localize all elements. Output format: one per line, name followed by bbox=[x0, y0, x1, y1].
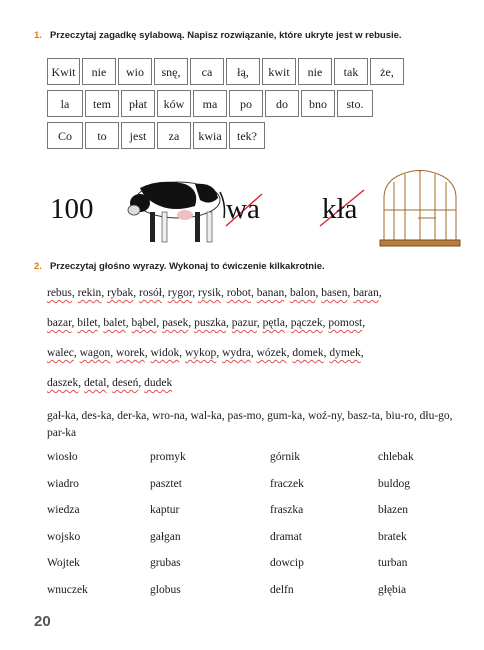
grid-word: chlebak bbox=[378, 451, 414, 463]
grid-word: gałgan bbox=[150, 530, 181, 543]
page-number: 20 bbox=[34, 613, 51, 630]
syllable-cell: za bbox=[157, 122, 191, 149]
grid-word: promyk bbox=[150, 451, 186, 463]
word: rekin bbox=[77, 287, 102, 299]
word: walec bbox=[47, 347, 74, 359]
rebus-row-3 bbox=[47, 122, 267, 149]
syllable-cell: kwit bbox=[262, 58, 296, 85]
syllable-text: gał-ka, des-ka, der-ka, wro-na, wal-ka, pas-mo, gum-ka, woź-ny, basz-ta, biu-ro, dłu-go, par-ka bbox=[47, 410, 453, 439]
word: banan bbox=[256, 287, 285, 299]
syllable-cell: snę, bbox=[154, 58, 188, 85]
grid-word: wiosło bbox=[47, 451, 78, 463]
grid-word: fraszka bbox=[270, 504, 304, 517]
syllable-cell: la bbox=[47, 90, 83, 117]
cow-icon bbox=[128, 182, 225, 242]
word: wózek bbox=[256, 347, 287, 359]
syllable-cell: to bbox=[85, 122, 119, 149]
grid-word: kaptur bbox=[150, 504, 180, 517]
grid-word: globus bbox=[150, 583, 181, 596]
task-1-text: Przeczytaj zagadkę sylabową. Napisz rozwiązanie, które ukryte jest w rebusie. bbox=[49, 30, 402, 41]
word: bilet bbox=[77, 317, 98, 329]
word-grid bbox=[47, 451, 467, 611]
syllable-cell: tek? bbox=[229, 122, 265, 149]
syllable-cell: Co bbox=[47, 122, 83, 149]
grid-word: wojsko bbox=[47, 530, 81, 543]
task-1-instruction bbox=[34, 30, 402, 41]
word: dymek bbox=[329, 347, 361, 359]
word: wykop bbox=[185, 347, 217, 359]
birdcage-icon bbox=[380, 170, 460, 246]
word: rebus bbox=[47, 287, 72, 299]
syllable-cell: tak bbox=[334, 58, 368, 85]
word: worek bbox=[116, 347, 145, 359]
syllable-cell: płat bbox=[121, 90, 155, 117]
word: wydra bbox=[222, 347, 251, 359]
word: daszek bbox=[47, 377, 79, 389]
syllable-cell: że, bbox=[370, 58, 404, 85]
word: baran bbox=[353, 287, 379, 299]
grid-word: turban bbox=[378, 557, 408, 570]
syllable-cell: ma bbox=[193, 90, 227, 117]
syllable-cell: Kwit bbox=[47, 58, 80, 85]
syllable-cell: po bbox=[229, 90, 263, 117]
task-2-instruction bbox=[34, 261, 325, 272]
word: robot bbox=[226, 287, 251, 299]
word-line-2: bazar, bilet, balet, bąbel, pasek, puszka, pazur, pętla, pączek, pomost, bbox=[47, 317, 366, 329]
syllable-cell: kwia bbox=[193, 122, 227, 149]
word: puszka bbox=[194, 317, 227, 329]
rebus-row-2 bbox=[47, 90, 375, 117]
word: pomost bbox=[328, 317, 363, 329]
word: bąbel bbox=[131, 317, 157, 329]
grid-word: dowcip bbox=[270, 557, 304, 570]
word-line-4: daszek, detal, deseń, dudek bbox=[47, 377, 173, 389]
grid-word: wiadro bbox=[47, 477, 79, 490]
syllable-cell: nie bbox=[82, 58, 116, 85]
syllable-cell: sto. bbox=[337, 90, 373, 117]
word-line-1: rebus, rekin, rybak, rosół, rygor, rysik, robot, banan, balon, basen, baran, bbox=[47, 287, 382, 299]
task-2-text: Przeczytaj głośno wyrazy. Wykonaj to ćwiczenie kilkakrotnie. bbox=[49, 261, 325, 272]
word: balon bbox=[289, 287, 316, 299]
syllable-cell: łą, bbox=[226, 58, 260, 85]
grid-word: pasztet bbox=[150, 477, 182, 490]
syllable-cell: do bbox=[265, 90, 299, 117]
word: pazur bbox=[231, 317, 257, 329]
syllable-cell: wio bbox=[118, 58, 152, 85]
syllable-cell: tem bbox=[85, 90, 119, 117]
grid-word: błazen bbox=[378, 504, 409, 517]
word: widok bbox=[150, 347, 180, 359]
word: domek bbox=[292, 347, 324, 359]
syllable-cell: bno bbox=[301, 90, 335, 117]
syllable-cell: jest bbox=[121, 122, 155, 149]
rebus-word-1: wa bbox=[226, 193, 260, 225]
grid-word: bratek bbox=[378, 530, 407, 543]
task-1-number: 1. bbox=[34, 30, 42, 41]
word-line-3: walec, wagon, worek, widok, wykop, wydra, wózek, domek, dymek, bbox=[47, 347, 364, 359]
word: dudek bbox=[144, 377, 173, 389]
grid-word: wiedza bbox=[47, 504, 80, 517]
word: bazar bbox=[47, 317, 72, 329]
grid-word: grubas bbox=[150, 557, 181, 570]
word: detal bbox=[84, 377, 107, 389]
word: deseń bbox=[112, 377, 139, 389]
word: basen bbox=[321, 287, 348, 299]
grid-word: buldog bbox=[378, 477, 410, 490]
word: rysik bbox=[197, 287, 221, 299]
word: pasek bbox=[162, 317, 189, 329]
grid-word: delfn bbox=[270, 583, 294, 596]
rebus-number: 100 bbox=[50, 193, 94, 225]
grid-word: głębia bbox=[378, 583, 407, 596]
syllable-cell: nie bbox=[298, 58, 332, 85]
grid-word: wnuczek bbox=[47, 583, 88, 596]
rebus-word-2: kła bbox=[322, 193, 358, 225]
word: balet bbox=[103, 317, 126, 329]
rebus-row-1 bbox=[47, 58, 406, 85]
grid-word: fraczek bbox=[270, 477, 304, 490]
grid-word: dramat bbox=[270, 530, 302, 543]
word: rosół bbox=[139, 287, 162, 299]
grid-word: górnik bbox=[270, 451, 301, 463]
word: pętla bbox=[262, 317, 285, 329]
task-2-number: 2. bbox=[34, 261, 42, 272]
word: rybak bbox=[107, 287, 134, 299]
word: pączek bbox=[290, 317, 323, 329]
grid-word: Wojtek bbox=[47, 557, 80, 570]
syllable-cell: ków bbox=[157, 90, 191, 117]
word: rygor bbox=[167, 287, 193, 299]
word: wagon bbox=[79, 347, 111, 359]
syllable-cell: ca bbox=[190, 58, 224, 85]
